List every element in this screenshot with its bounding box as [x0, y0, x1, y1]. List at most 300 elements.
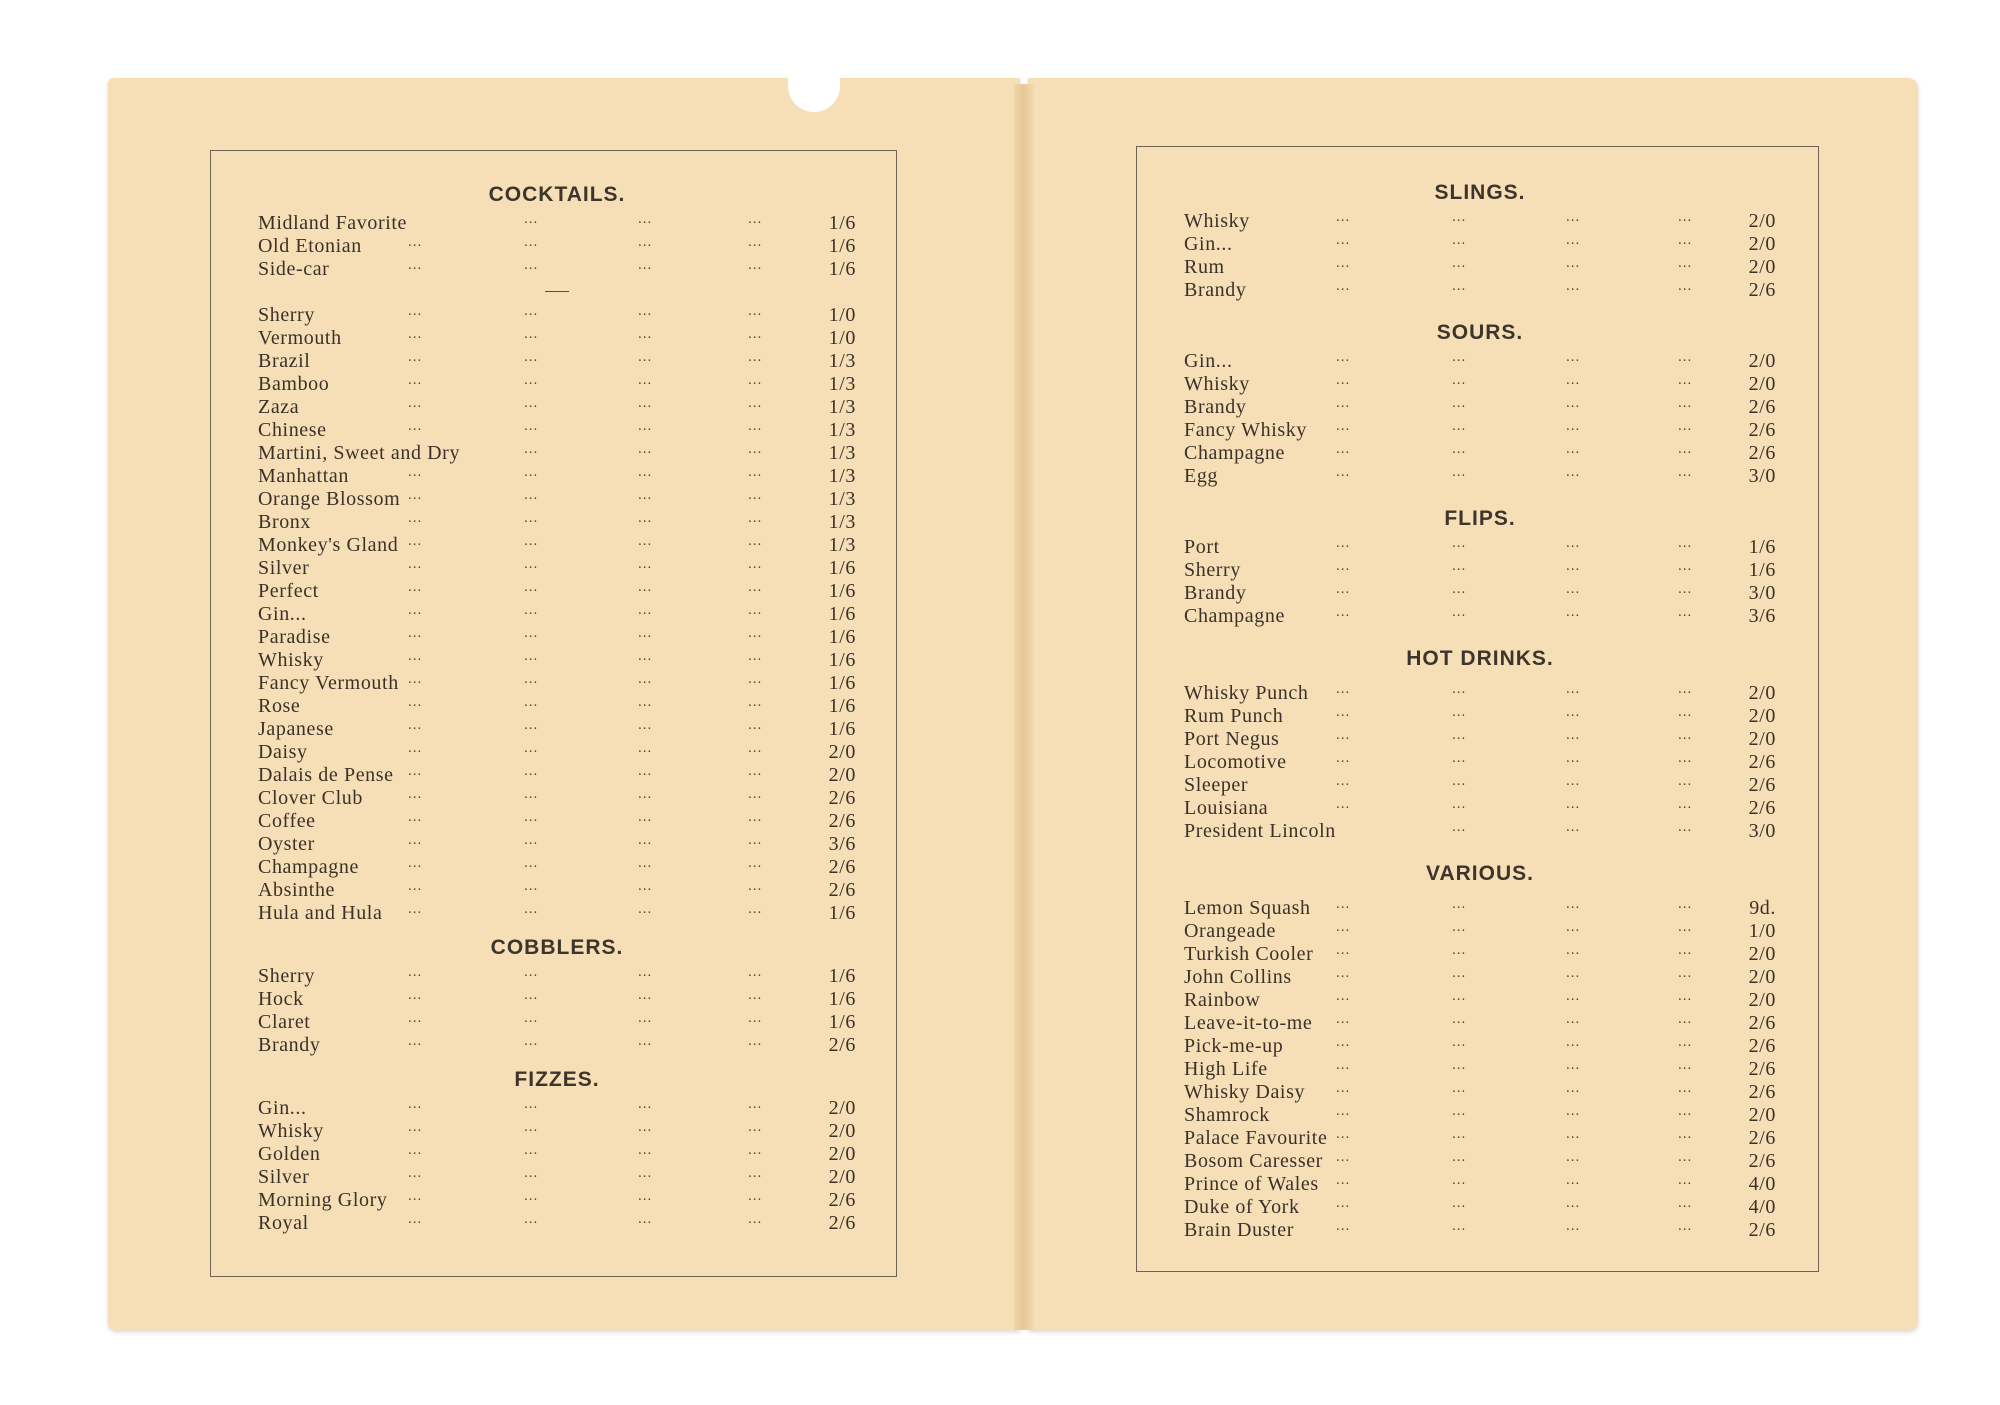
menu-item-name: Champagne — [258, 856, 359, 878]
leader-dots: ... — [748, 441, 763, 457]
menu-item-name: Gin... — [258, 1097, 307, 1119]
leader-dots: ... — [1336, 919, 1351, 935]
menu-item-name: Gin... — [1184, 350, 1233, 372]
leader-dots: ... — [1678, 581, 1693, 597]
leader-dots: ... — [638, 832, 653, 848]
leader-dots: ... — [1678, 896, 1693, 912]
leader-dots: ... — [1336, 1034, 1351, 1050]
leader-dots: ... — [1452, 209, 1467, 225]
menu-item-price: 2/0 — [1748, 1104, 1776, 1126]
slings-list — [1184, 210, 1776, 302]
leader-dots: ... — [1566, 988, 1581, 1004]
menu-item-price: 3/6 — [828, 833, 856, 855]
menu-item-price: 1/6 — [828, 649, 856, 671]
leader-dots: ... — [748, 372, 763, 388]
menu-item-price: 1/3 — [828, 511, 856, 533]
leader-dots: ... — [638, 694, 653, 710]
leader-dots: ... — [1336, 896, 1351, 912]
menu-item — [258, 327, 856, 350]
leader-dots: ... — [1678, 558, 1693, 574]
leader-dots: ... — [1678, 372, 1693, 388]
menu-item-name: Brandy — [258, 1034, 321, 1056]
leader-dots: ... — [1452, 796, 1467, 812]
leader-dots: ... — [1452, 965, 1467, 981]
leader-dots: ... — [1566, 255, 1581, 271]
leader-dots: ... — [408, 832, 423, 848]
menu-item-name: Fancy Vermouth — [258, 672, 399, 694]
leader-dots: ... — [524, 602, 539, 618]
menu-item-name: Coffee — [258, 810, 316, 832]
leader-dots: ... — [1678, 349, 1693, 365]
leader-dots: ... — [1336, 1195, 1351, 1211]
leader-dots: ... — [1566, 796, 1581, 812]
menu-item-price: 2/0 — [828, 1120, 856, 1142]
leader-dots: ... — [1336, 349, 1351, 365]
menu-item-name: Bosom Caresser — [1184, 1150, 1323, 1172]
leader-dots: ... — [638, 234, 653, 250]
menu-item-price: 1/6 — [828, 718, 856, 740]
leader-dots: ... — [1336, 255, 1351, 271]
menu-item-name: Pick-me-up — [1184, 1035, 1284, 1057]
leader-dots: ... — [524, 395, 539, 411]
leader-dots: ... — [1336, 1103, 1351, 1119]
menu-item-name: Champagne — [1184, 442, 1285, 464]
leader-dots: ... — [1566, 535, 1581, 551]
menu-item-name: Hock — [258, 988, 304, 1010]
menu-item — [258, 1166, 856, 1189]
leader-dots: ... — [1566, 819, 1581, 835]
leader-dots: ... — [638, 1033, 653, 1049]
leader-dots: ... — [1452, 1218, 1467, 1234]
leader-dots: ... — [638, 625, 653, 641]
leader-dots: ... — [1566, 896, 1581, 912]
leader-dots: ... — [638, 510, 653, 526]
leader-dots: ... — [1566, 704, 1581, 720]
menu-item — [258, 764, 856, 787]
leader-dots: ... — [748, 832, 763, 848]
leader-dots: ... — [638, 1142, 653, 1158]
leader-dots: ... — [524, 1119, 539, 1135]
leader-dots: ... — [638, 740, 653, 756]
left-column — [258, 178, 856, 1235]
leader-dots: ... — [748, 786, 763, 802]
leader-dots: ... — [1452, 819, 1467, 835]
leader-dots: ... — [638, 1188, 653, 1204]
leader-dots: ... — [408, 234, 423, 250]
leader-dots: ... — [1678, 232, 1693, 248]
leader-dots: ... — [524, 625, 539, 641]
leader-dots: ... — [638, 257, 653, 273]
menu-item — [258, 235, 856, 258]
menu-item-name: Oyster — [258, 833, 315, 855]
leader-dots: ... — [408, 901, 423, 917]
menu-item-name: Whisky — [258, 1120, 324, 1142]
menu-item-name: Fancy Whisky — [1184, 419, 1307, 441]
leader-dots: ... — [638, 809, 653, 825]
leader-dots: ... — [524, 878, 539, 894]
leader-dots: ... — [1678, 535, 1693, 551]
leader-dots: ... — [638, 418, 653, 434]
menu-item-price: 1/6 — [828, 212, 856, 234]
menu-item-price: 1/6 — [828, 1011, 856, 1033]
menu-item-price: 2/0 — [1748, 989, 1776, 1011]
menu-item-name: Orange Blossom — [258, 488, 401, 510]
leader-dots: ... — [748, 717, 763, 733]
leader-dots: ... — [524, 533, 539, 549]
menu-item-price: 2/6 — [1748, 751, 1776, 773]
leader-dots: ... — [1336, 681, 1351, 697]
leader-dots: ... — [748, 257, 763, 273]
leader-dots: ... — [638, 211, 653, 227]
leader-dots: ... — [1336, 464, 1351, 480]
leader-dots: ... — [1452, 581, 1467, 597]
menu-item-price: 2/6 — [1748, 1035, 1776, 1057]
leader-dots: ... — [1452, 942, 1467, 958]
leader-dots: ... — [524, 717, 539, 733]
menu-item — [1184, 820, 1776, 843]
menu-item-price: 2/6 — [1748, 1219, 1776, 1241]
menu-item-price: 2/0 — [828, 764, 856, 786]
menu-item-name: Silver — [258, 557, 310, 579]
leader-dots: ... — [1678, 1195, 1693, 1211]
leader-dots: ... — [748, 740, 763, 756]
leader-dots: ... — [638, 372, 653, 388]
leader-dots: ... — [1452, 773, 1467, 789]
leader-dots: ... — [638, 964, 653, 980]
leader-dots: ... — [1566, 1103, 1581, 1119]
menu-item-name: Zaza — [258, 396, 300, 418]
leader-dots: ... — [1452, 1126, 1467, 1142]
leader-dots: ... — [748, 694, 763, 710]
menu-item — [258, 695, 856, 718]
menu-item-name: Orangeade — [1184, 920, 1277, 942]
menu-item-name: Sherry — [258, 965, 315, 987]
menu-item-price: 2/6 — [1748, 797, 1776, 819]
leader-dots: ... — [1566, 395, 1581, 411]
leader-dots: ... — [1566, 558, 1581, 574]
leader-dots: ... — [1566, 773, 1581, 789]
leader-dots: ... — [1566, 441, 1581, 457]
leader-dots: ... — [408, 602, 423, 618]
menu-item — [258, 511, 856, 534]
menu-item-price: 1/6 — [828, 603, 856, 625]
menu-item-name: Monkey's Gland — [258, 534, 399, 556]
leader-dots: ... — [408, 786, 423, 802]
menu-item — [258, 350, 856, 373]
leader-dots: ... — [638, 763, 653, 779]
menu-item — [258, 1143, 856, 1166]
leader-dots: ... — [1452, 255, 1467, 271]
leader-dots: ... — [1336, 372, 1351, 388]
section-title-flips: FLIPS. — [1444, 507, 1516, 530]
menu-item — [258, 580, 856, 603]
leader-dots: ... — [408, 809, 423, 825]
leader-dots: ... — [1452, 372, 1467, 388]
menu-item-name: Bamboo — [258, 373, 330, 395]
leader-dots: ... — [1566, 1218, 1581, 1234]
menu-item — [258, 488, 856, 511]
menu-item-name: Lemon Squash — [1184, 897, 1311, 919]
leader-dots: ... — [638, 717, 653, 733]
leader-dots: ... — [748, 510, 763, 526]
menu-item-name: Whisky Punch — [1184, 682, 1309, 704]
menu-item-price: 2/6 — [828, 1212, 856, 1234]
leader-dots: ... — [748, 464, 763, 480]
leader-dots: ... — [1336, 727, 1351, 743]
menu-item-price: 1/3 — [828, 419, 856, 441]
menu-item-name: Silver — [258, 1166, 310, 1188]
leader-dots: ... — [524, 1010, 539, 1026]
leader-dots: ... — [1678, 395, 1693, 411]
leader-dots: ... — [748, 1211, 763, 1227]
leader-dots: ... — [408, 556, 423, 572]
menu-item-price: 2/6 — [1748, 774, 1776, 796]
menu-item-name: Whisky — [1184, 210, 1250, 232]
leader-dots: ... — [1336, 704, 1351, 720]
leader-dots: ... — [638, 349, 653, 365]
leader-dots: ... — [1678, 727, 1693, 743]
leader-dots: ... — [748, 602, 763, 618]
leader-dots: ... — [1678, 819, 1693, 835]
menu-item-name: Rum Punch — [1184, 705, 1284, 727]
leader-dots: ... — [748, 487, 763, 503]
menu-item-price: 2/0 — [828, 1166, 856, 1188]
leader-dots: ... — [1452, 750, 1467, 766]
menu-item-name: Midland Favorite — [258, 212, 408, 234]
leader-dots: ... — [748, 809, 763, 825]
leader-dots: ... — [1336, 558, 1351, 574]
menu-item — [258, 396, 856, 419]
menu-item-name: John Collins — [1184, 966, 1292, 988]
menu-item-price: 2/6 — [828, 856, 856, 878]
leader-dots: ... — [1678, 1126, 1693, 1142]
leader-dots: ... — [1336, 1218, 1351, 1234]
leader-dots: ... — [748, 579, 763, 595]
leader-dots: ... — [1678, 604, 1693, 620]
menu-item-price: 2/6 — [1748, 1081, 1776, 1103]
cocktails-list-a — [258, 212, 856, 281]
menu-item-name: Whisky Daisy — [1184, 1081, 1306, 1103]
leader-dots: ... — [1566, 232, 1581, 248]
menu-item — [258, 810, 856, 833]
leader-dots: ... — [1452, 535, 1467, 551]
leader-dots: ... — [1452, 1195, 1467, 1211]
menu-item-price: 1/3 — [828, 488, 856, 510]
leader-dots: ... — [1452, 896, 1467, 912]
menu-item-name: Japanese — [258, 718, 334, 740]
leader-dots: ... — [524, 1096, 539, 1112]
leader-dots: ... — [1566, 464, 1581, 480]
leader-dots: ... — [638, 855, 653, 871]
leader-dots: ... — [408, 372, 423, 388]
menu-item-price: 2/0 — [1748, 943, 1776, 965]
leader-dots: ... — [408, 464, 423, 480]
menu-item-price: 1/3 — [828, 350, 856, 372]
leader-dots: ... — [1566, 1195, 1581, 1211]
menu-item-price: 2/6 — [828, 787, 856, 809]
hot-drinks-list — [1184, 682, 1776, 843]
leader-dots: ... — [408, 694, 423, 710]
leader-dots: ... — [408, 648, 423, 664]
leader-dots: ... — [408, 1211, 423, 1227]
leader-dots: ... — [1452, 1080, 1467, 1096]
menu-item-name: Brandy — [1184, 582, 1247, 604]
menu-item-name: Sleeper — [1184, 774, 1249, 796]
leader-dots: ... — [1452, 1172, 1467, 1188]
menu-item — [258, 1189, 856, 1212]
menu-item-name: Egg — [1184, 465, 1219, 487]
menu-item-price: 2/6 — [1748, 396, 1776, 418]
menu-item — [258, 1034, 856, 1057]
leader-dots: ... — [524, 832, 539, 848]
leader-dots: ... — [1566, 727, 1581, 743]
leader-dots: ... — [408, 418, 423, 434]
menu-item-price: 2/0 — [1748, 233, 1776, 255]
menu-item-price: 3/0 — [1748, 582, 1776, 604]
leader-dots: ... — [748, 556, 763, 572]
cocktails-list-b — [258, 304, 856, 925]
leader-dots: ... — [1678, 464, 1693, 480]
leader-dots: ... — [1452, 1057, 1467, 1073]
leader-dots: ... — [524, 763, 539, 779]
menu-item — [258, 649, 856, 672]
menu-item-price: 3/0 — [1748, 465, 1776, 487]
leader-dots: ... — [408, 326, 423, 342]
menu-item-name: Old Etonian — [258, 235, 362, 257]
leader-dots: ... — [1566, 965, 1581, 981]
leader-dots: ... — [1452, 704, 1467, 720]
menu-item — [258, 258, 856, 281]
menu-item — [1184, 465, 1776, 488]
leader-dots: ... — [1678, 750, 1693, 766]
leader-dots: ... — [1678, 278, 1693, 294]
menu-item-name: Duke of York — [1184, 1196, 1300, 1218]
menu-item — [258, 787, 856, 810]
leader-dots: ... — [1678, 1011, 1693, 1027]
leader-dots: ... — [524, 901, 539, 917]
menu-item-name: Bronx — [258, 511, 311, 533]
leader-dots: ... — [524, 510, 539, 526]
leader-dots: ... — [408, 1188, 423, 1204]
menu-item-name: Daisy — [258, 741, 308, 763]
leader-dots: ... — [1452, 1103, 1467, 1119]
menu-item-name: Shamrock — [1184, 1104, 1270, 1126]
leader-dots: ... — [408, 533, 423, 549]
menu-item-name: Gin... — [258, 603, 307, 625]
leader-dots: ... — [638, 533, 653, 549]
menu-item-name: Side-car — [258, 258, 330, 280]
leader-dots: ... — [1336, 209, 1351, 225]
leader-dots: ... — [524, 441, 539, 457]
menu-item-name: Martini, Sweet and Dry — [258, 442, 461, 464]
menu-item-name: Golden — [258, 1143, 321, 1165]
leader-dots: ... — [408, 349, 423, 365]
menu-item-price: 1/6 — [828, 695, 856, 717]
leader-dots: ... — [1678, 1149, 1693, 1165]
leader-dots: ... — [1452, 558, 1467, 574]
leader-dots: ... — [1678, 1218, 1693, 1234]
leader-dots: ... — [524, 786, 539, 802]
menu-item-name: High Life — [1184, 1058, 1268, 1080]
section-divider — [545, 291, 569, 292]
leader-dots: ... — [1452, 278, 1467, 294]
menu-item-price: 1/3 — [828, 465, 856, 487]
menu-item-price: 2/0 — [1748, 373, 1776, 395]
leader-dots: ... — [1566, 278, 1581, 294]
section-title-slings: SLINGS. — [1434, 181, 1526, 204]
leader-dots: ... — [1452, 395, 1467, 411]
menu-item-price: 2/6 — [828, 1189, 856, 1211]
leader-dots: ... — [748, 1010, 763, 1026]
menu-item-price: 1/6 — [828, 988, 856, 1010]
menu-item — [258, 718, 856, 741]
menu-item-price: 2/6 — [1748, 1012, 1776, 1034]
leader-dots: ... — [524, 1211, 539, 1227]
leader-dots: ... — [1336, 965, 1351, 981]
leader-dots: ... — [1566, 942, 1581, 958]
leader-dots: ... — [524, 303, 539, 319]
menu-item — [258, 465, 856, 488]
menu-item — [258, 833, 856, 856]
menu-item-name: Locomotive — [1184, 751, 1287, 773]
menu-item-name: Clover Club — [258, 787, 363, 809]
menu-item-price: 2/6 — [1748, 279, 1776, 301]
menu-item — [1184, 605, 1776, 628]
leader-dots: ... — [1336, 232, 1351, 248]
menu-item — [258, 1212, 856, 1235]
leader-dots: ... — [638, 556, 653, 572]
leader-dots: ... — [1678, 209, 1693, 225]
leader-dots: ... — [1678, 988, 1693, 1004]
menu-item-price: 1/3 — [828, 442, 856, 464]
leader-dots: ... — [638, 303, 653, 319]
menu-item-name: Brandy — [1184, 279, 1247, 301]
leader-dots: ... — [1452, 441, 1467, 457]
menu-item-price: 1/6 — [828, 965, 856, 987]
menu-item-price: 2/6 — [1748, 1127, 1776, 1149]
menu-item-name: Chinese — [258, 419, 327, 441]
leader-dots: ... — [748, 349, 763, 365]
leader-dots: ... — [638, 487, 653, 503]
leader-dots: ... — [524, 740, 539, 756]
menu-item — [258, 741, 856, 764]
menu-item — [258, 672, 856, 695]
leader-dots: ... — [748, 964, 763, 980]
leader-dots: ... — [638, 1096, 653, 1112]
leader-dots: ... — [524, 855, 539, 871]
leader-dots: ... — [1336, 988, 1351, 1004]
leader-dots: ... — [524, 234, 539, 250]
menu-item-name: Rum — [1184, 256, 1225, 278]
menu-item-price: 2/0 — [1748, 966, 1776, 988]
menu-item-name: Port Negus — [1184, 728, 1280, 750]
leader-dots: ... — [1678, 1172, 1693, 1188]
leader-dots: ... — [1452, 418, 1467, 434]
leader-dots: ... — [1678, 942, 1693, 958]
section-title-cocktails: COCKTAILS. — [488, 183, 626, 206]
leader-dots: ... — [1336, 418, 1351, 434]
menu-item-name: Turkish Cooler — [1184, 943, 1314, 965]
leader-dots: ... — [748, 1142, 763, 1158]
leader-dots: ... — [638, 1165, 653, 1181]
leader-dots: ... — [1566, 604, 1581, 620]
leader-dots: ... — [408, 579, 423, 595]
leader-dots: ... — [524, 211, 539, 227]
leader-dots: ... — [748, 211, 763, 227]
leader-dots: ... — [1336, 1011, 1351, 1027]
leader-dots: ... — [524, 671, 539, 687]
leader-dots: ... — [1678, 919, 1693, 935]
